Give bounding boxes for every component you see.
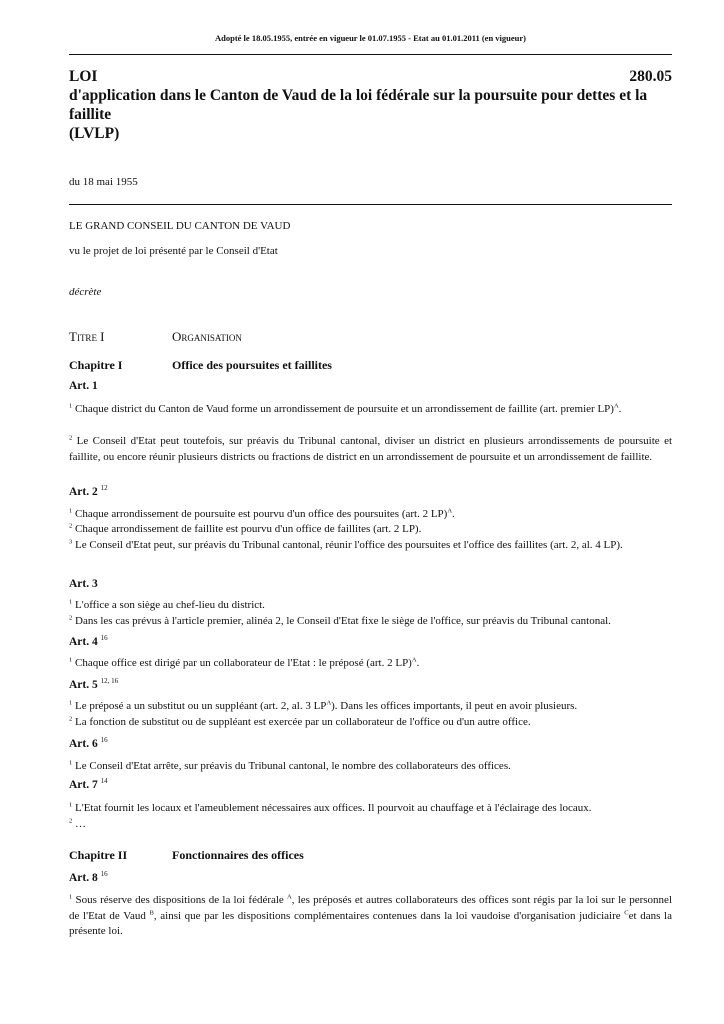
paragraph-text: Le Conseil d'Etat peut, sur préavis du Tribunal cantonal, réunir l'office des poursuites et l'office des faillites (art. 2, al. 4 LP). <box>75 539 623 551</box>
paragraph-text: Dans les cas prévus à l'article premier, alinéa 2, le Conseil d'Etat fixe le siège de l'office, sur préavis du Tribunal cantonal. <box>75 615 611 627</box>
reference-marker: A <box>287 893 292 901</box>
paragraph-number: 2 <box>69 614 73 622</box>
article-number: Art. 5 <box>69 679 98 691</box>
paragraph-number: 3 <box>69 538 73 546</box>
paragraph-text: Chaque arrondissement de poursuite est pourvu d'un office des poursuites (art. 2 LP) <box>75 508 448 520</box>
article-paragraph <box>69 817 672 833</box>
article-paragraph <box>69 801 672 817</box>
titre-heading <box>69 329 672 345</box>
paragraph-text: Le préposé a un substitut ou un suppléant (art. 2, al. 3 LP <box>75 700 327 712</box>
paragraph-number: 1 <box>69 759 73 767</box>
paragraph-text: , les préposés et autres collaborateurs des offices sont régis par la loi sur le personnel de l'Etat de Vaud <box>69 894 672 922</box>
article-label <box>69 636 108 648</box>
chapter-name: Office des poursuites et faillites <box>172 358 332 372</box>
law-abbreviation: (LVLP) <box>69 125 120 142</box>
article-number: Art. 8 <box>69 872 98 884</box>
paragraph-number: 2 <box>69 715 73 723</box>
article-label <box>69 679 118 691</box>
reference-marker: C <box>624 908 629 916</box>
preamble-authority: LE GRAND CONSEIL DU CANTON DE VAUD <box>69 220 291 232</box>
article-footnote-ref: 12, 16 <box>100 677 119 686</box>
paragraph-number: 2 <box>69 522 73 530</box>
article-label <box>69 486 108 498</box>
chapter-number: Chapitre I <box>69 358 123 372</box>
article-paragraph <box>69 434 672 465</box>
paragraph-text: Chaque arrondissement de faillite est pourvu d'un office de faillites (art. 2 LP). <box>75 523 422 535</box>
article-paragraph <box>69 656 672 672</box>
law-kind: LOI <box>69 68 98 85</box>
article-number: Art. 3 <box>69 578 98 590</box>
paragraph-number: 1 <box>69 598 73 606</box>
paragraph-number: 1 <box>69 699 73 707</box>
paragraph-number: 1 <box>69 402 73 410</box>
reference-marker: A <box>411 656 417 664</box>
reference-marker: B <box>149 908 154 916</box>
paragraph-number: 2 <box>69 434 73 442</box>
paragraph-text: … <box>75 818 86 830</box>
titre-number: Titre I <box>69 329 105 344</box>
article-paragraph <box>69 715 672 731</box>
paragraph-number: 1 <box>69 656 73 664</box>
chapter-heading <box>69 358 672 373</box>
law-date: du 18 mai 1955 <box>69 176 138 188</box>
article-paragraph <box>69 507 672 523</box>
paragraph-text: Chaque district du Canton de Vaud forme un arrondissement de poursuite et un arrondissement de faillite (art. premier LP) <box>75 403 614 415</box>
article-number: Art. 7 <box>69 779 98 791</box>
adoption-note: Adopté le 18.05.1955, entrée en vigueur le 01.07.1955 - Etat au 01.01.2011 (en vigueur) <box>214 33 526 43</box>
chapter-number: Chapitre II <box>69 848 128 862</box>
paragraph-text: Le Conseil d'Etat arrête, sur préavis du Tribunal cantonal, le nombre des collaborateurs des offices. <box>75 760 511 772</box>
article-number: Art. 1 <box>69 380 98 392</box>
preamble-decrees: décrète <box>69 286 102 298</box>
title-divider <box>69 204 672 205</box>
article-paragraph <box>69 759 672 775</box>
titre-name: Organisation <box>172 329 242 344</box>
article-number: Art. 4 <box>69 636 98 648</box>
paragraph-number: 2 <box>69 817 73 825</box>
article-number: Art. 2 <box>69 486 98 498</box>
paragraph-number: 1 <box>69 507 73 515</box>
article-paragraph <box>69 538 672 554</box>
paragraph-text: . <box>452 508 455 520</box>
paragraph-text: ). Dans les offices importants, il peut en avoir plusieurs. <box>331 700 578 712</box>
paragraph-text: , ainsi que par les dispositions complémentaires contenues dans la loi vaudoise d'organisation judiciaire <box>153 909 625 922</box>
article-label <box>69 738 108 750</box>
chapter-heading <box>69 848 672 863</box>
article-label <box>69 872 108 884</box>
paragraph-number: 1 <box>69 801 73 809</box>
paragraph-text: Chaque office est dirigé par un collaborateur de l'Etat : le préposé (art. 2 LP) <box>75 657 412 669</box>
article-paragraph <box>69 598 672 614</box>
preamble-considering: vu le projet de loi présenté par le Conseil d'Etat <box>69 245 278 257</box>
article-label <box>69 578 98 590</box>
top-divider <box>69 54 672 55</box>
paragraph-text: L'Etat fournit les locaux et l'ameublement nécessaires aux offices. Il pourvoit au chauffage et à l'éclairage des locaux. <box>75 802 592 814</box>
reference-marker: A <box>326 699 332 707</box>
reference-marker: A <box>447 507 453 515</box>
paragraph-number: 1 <box>69 893 73 901</box>
article-paragraph <box>69 699 672 715</box>
article-footnote-ref: 12 <box>100 484 108 493</box>
paragraph-text: et dans la présente loi. <box>69 909 672 937</box>
article-paragraph <box>69 893 672 940</box>
law-title: d'application dans le Canton de Vaud de la loi fédérale sur la poursuite pour dettes et la <box>69 87 648 104</box>
article-footnote-ref: 16 <box>100 870 108 879</box>
paragraph-text: L'office a son siège au chef-lieu du district. <box>75 599 265 611</box>
article-paragraph <box>69 402 672 418</box>
article-footnote-ref: 14 <box>100 777 108 786</box>
article-label <box>69 779 108 791</box>
law-title-block <box>69 67 672 143</box>
paragraph-text: Le Conseil d'Etat peut toutefois, sur préavis du Tribunal cantonal, diviser un district en plusieurs arrondissements de poursuite et faillite, ou encore réunir plusieurs districts ou fractions de district en un arrondissement de poursuite et un arrondissement de faillite. <box>69 435 673 463</box>
paragraph-text: . <box>618 403 622 415</box>
article-paragraph <box>69 614 672 630</box>
reference-marker: A <box>613 402 619 410</box>
law-title-cont: faillite <box>69 106 112 123</box>
article-footnote-ref: 16 <box>100 634 108 643</box>
chapter-name: Fonctionnaires des offices <box>172 848 304 862</box>
article-number: Art. 6 <box>69 738 98 750</box>
article-label <box>69 380 98 392</box>
paragraph-text: . <box>416 657 420 669</box>
article-paragraph <box>69 522 672 538</box>
paragraph-text: La fonction de substitut ou de suppléant est exercée par un collaborateur de l'office ou d'un autre office. <box>75 716 531 728</box>
article-footnote-ref: 16 <box>100 736 108 745</box>
paragraph-text: Sous réserve des dispositions de la loi fédérale <box>75 894 288 906</box>
law-number: 280.05 <box>629 68 672 85</box>
